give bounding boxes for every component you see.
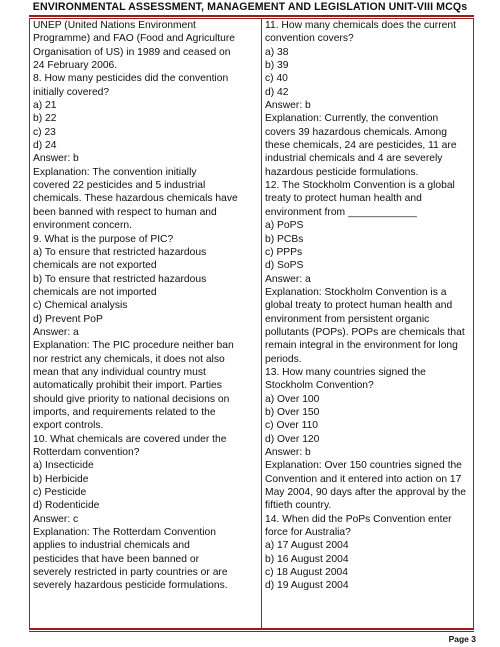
right-column bbox=[265, 19, 471, 593]
text-line: these chemicals, 24 are pesticides, 11 are bbox=[265, 140, 457, 152]
text-line: 8. How many pesticides did the convention bbox=[33, 73, 229, 85]
page-header-title: ENVIRONMENTAL ASSESSMENT, MANAGEMENT AND LEGISLATION UNIT-VIII MCQs bbox=[32, 1, 468, 13]
text-line: a) 17 August 2004 bbox=[265, 540, 349, 552]
text-line: export controls. bbox=[33, 420, 104, 432]
text-line: a) 38 bbox=[265, 46, 289, 58]
text-line: Stockholm Convention? bbox=[265, 380, 374, 392]
text-line: b) Over 150 bbox=[265, 406, 320, 418]
text-line: hazardous pesticide formulations. bbox=[265, 166, 419, 178]
text-line: b) 39 bbox=[265, 60, 289, 72]
footer-rule bbox=[29, 628, 474, 630]
text-line: chemicals are not imported bbox=[33, 286, 157, 298]
text-line: c) 23 bbox=[33, 126, 56, 138]
text-line: c) 18 August 2004 bbox=[265, 567, 349, 579]
text-line: b) PCBs bbox=[265, 233, 304, 245]
text-line: should give priority to national decisions on bbox=[33, 393, 230, 405]
text-line: 12. The Stockholm Convention is a global bbox=[265, 180, 455, 192]
text-line: Answer: b bbox=[265, 447, 311, 458]
text-line: fiftieth country. bbox=[265, 500, 332, 512]
text-line: Programme) and FAO (Food and Agriculture bbox=[33, 33, 236, 45]
text-line: pesticides that have been banned or bbox=[33, 553, 200, 565]
text-line: c) Pesticide bbox=[33, 487, 87, 499]
text-line: a) Insecticide bbox=[33, 460, 94, 472]
text-line: environment concern. bbox=[33, 220, 133, 232]
text-line: 14. When did the PoPs Convention enter bbox=[265, 513, 452, 525]
text-line: b) 16 August 2004 bbox=[265, 553, 349, 565]
text-line: imports, and requirements related to the bbox=[33, 406, 216, 418]
text-line: 24 February 2006. bbox=[33, 60, 118, 72]
text-line: Convention and it entered into action on 17 bbox=[265, 473, 462, 485]
text-line: Organisation of US) in 1989 and ceased on bbox=[33, 46, 231, 58]
text-line: covered 22 pesticides and 5 industrial bbox=[33, 180, 206, 192]
text-line: treaty to protect human health and bbox=[265, 193, 422, 205]
footer-rule-thin bbox=[29, 631, 474, 632]
text-line: Explanation: Stockholm Convention is a bbox=[265, 286, 447, 298]
column-divider bbox=[261, 18, 262, 628]
text-line: remain integral in the environment for long bbox=[265, 340, 458, 352]
text-line: Answer: a bbox=[265, 273, 311, 285]
text-line: b) To ensure that restricted hazardous bbox=[33, 273, 207, 285]
text-line: Answer: c bbox=[33, 513, 79, 525]
text-line: 11. How many chemicals does the current bbox=[265, 20, 456, 31]
text-line: Explanation: Currently, the convention bbox=[265, 113, 439, 125]
text-line: Explanation: The PIC procedure neither ban bbox=[33, 340, 234, 352]
text-line: mean that any individual country must bbox=[33, 366, 206, 378]
text-line: severely hazardous pesticide formulations. bbox=[33, 580, 228, 592]
text-line: Explanation: The Rotterdam Convention bbox=[33, 527, 216, 539]
text-line: d) Over 120 bbox=[265, 433, 320, 445]
text-line: environment from ____________ bbox=[265, 206, 417, 218]
text-line: Answer: b bbox=[33, 153, 79, 165]
text-line: covers 39 hazardous chemicals. Among bbox=[265, 126, 448, 138]
text-line: c) Chemical analysis bbox=[33, 300, 128, 312]
text-line: d) SoPS bbox=[265, 260, 304, 272]
text-line: 9. What is the purpose of PIC? bbox=[33, 233, 174, 245]
text-line: c) 40 bbox=[265, 73, 288, 85]
header-rule bbox=[29, 15, 474, 17]
text-line: pollutants (POPs). POPs are chemicals that bbox=[265, 326, 465, 338]
text-line: chemicals. These hazardous chemicals have bbox=[33, 193, 238, 205]
text-line: b) Herbicide bbox=[33, 473, 89, 485]
text-line: applies to industrial chemicals and bbox=[33, 540, 190, 552]
text-line: a) 21 bbox=[33, 100, 57, 112]
text-line: initially covered? bbox=[33, 86, 110, 98]
text-line: d) 19 August 2004 bbox=[265, 580, 349, 592]
text-line: Explanation: Over 150 countries signed the bbox=[265, 460, 462, 472]
text-line: a) Over 100 bbox=[265, 393, 320, 405]
text-line: automatically prohibit their import. Parties bbox=[33, 380, 222, 392]
text-line: convention covers? bbox=[265, 33, 354, 45]
text-line: Explanation: The convention initially bbox=[33, 166, 197, 178]
text-line: d) 24 bbox=[33, 140, 57, 152]
text-line: a) PoPS bbox=[265, 220, 304, 232]
text-line: industrial chemicals and 4 are severely bbox=[265, 153, 443, 165]
text-line: environment from persistent organic bbox=[265, 313, 430, 325]
text-line: nor restrict any chemicals, it does not also bbox=[33, 353, 225, 365]
text-line: c) Over 110 bbox=[265, 420, 319, 432]
text-line: Answer: b bbox=[265, 100, 311, 112]
text-line: chemicals are not exported bbox=[33, 260, 157, 272]
text-line: periods. bbox=[265, 353, 302, 365]
text-line: a) To ensure that restricted hazardous bbox=[33, 246, 207, 258]
text-line: global treaty to protect human health and bbox=[265, 300, 453, 312]
text-line: d) 42 bbox=[265, 86, 289, 98]
text-line: UNEP (United Nations Environment bbox=[33, 20, 196, 31]
left-column bbox=[33, 19, 257, 593]
text-line: c) PPPs bbox=[265, 246, 303, 258]
page-number: Page 3 bbox=[448, 634, 476, 644]
text-line: 13. How many countries signed the bbox=[265, 366, 426, 378]
text-line: May 2004, 90 days after the approval by the bbox=[265, 487, 466, 499]
text-line: 10. What chemicals are covered under the bbox=[33, 433, 227, 445]
text-line: been banned with respect to human and bbox=[33, 206, 217, 218]
text-line: Answer: a bbox=[33, 326, 79, 338]
text-line: force for Australia? bbox=[265, 527, 351, 539]
text-line: Rotterdam convention? bbox=[33, 447, 140, 458]
text-line: d) Prevent PoP bbox=[33, 313, 103, 325]
text-line: d) Rodenticide bbox=[33, 500, 100, 512]
text-line: b) 22 bbox=[33, 113, 57, 125]
text-line: severely restricted in party countries or are bbox=[33, 567, 228, 579]
